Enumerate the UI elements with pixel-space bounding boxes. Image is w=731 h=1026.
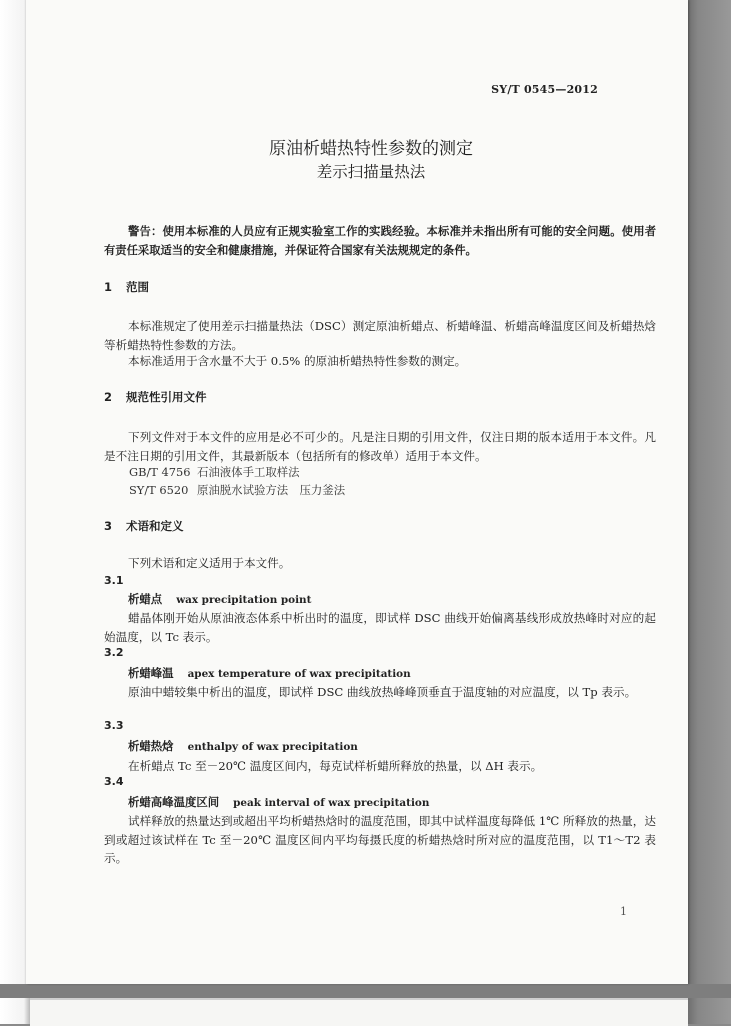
term-definition: 原油中蜡较集中析出的温度，即试样 DSC 曲线放热峰峰顶垂直于温度轴的对应温度，以 Tp 表示。: [128, 685, 637, 699]
section-1-paragraph-2: 本标准适用于含水量不大于 0.5% 的原油析蜡热特性参数的测定。: [128, 354, 467, 368]
term-heading: [128, 665, 411, 681]
term-english: peak interval of wax precipitation: [233, 797, 430, 809]
section-2-paragraph-1: 下列文件对于本文件的应用是必不可少的。凡是注日期的引用文件，仅注日期的版本适用于本文件。凡是不注日期的引用文件，其最新版本（包括所有的修改单）适用于本文件。: [104, 430, 656, 463]
term-number: 3.1: [104, 574, 124, 587]
term-number: 3.4: [104, 775, 124, 788]
reference-code: GB/T 4756: [129, 465, 191, 479]
section-number: 2: [104, 390, 113, 404]
term-heading: [128, 794, 429, 810]
next-page-preview[interactable]: [30, 998, 688, 1026]
document-subtitle: 差示扫描量热法: [316, 163, 426, 181]
term-definition: 试样释放的热量达到或超出平均析蜡热焓时的温度范围，即其中试样温度每降低 1℃ 所释放的热量，达到或超过该试样在 Tc 至－20℃ 温度区间内平均每摄氏度的析蜡热焓时所对应的温度范围，以 T1～T2 表示。: [104, 814, 656, 865]
term-chinese: 析蜡高峰温度区间: [128, 795, 220, 809]
term-english: apex temperature of wax precipitation: [187, 668, 411, 680]
term-chinese: 析蜡峰温: [128, 666, 174, 680]
reference-code: SY/T 6520: [129, 483, 189, 497]
term-definition: 在析蜡点 Tc 至－20℃ 温度区间内，每克试样析蜡所释放的热量，以 ΔH 表示。: [128, 759, 543, 773]
term-english: wax precipitation point: [176, 594, 312, 606]
reference-title: 原油脱水试验方法 压力釜法: [197, 483, 346, 497]
warning-paragraph: 警告：使用本标准的人员应有正规实验室工作的实践经验。本标准并未指出所有可能的安全问题。使用者有责任采取适当的安全和健康措施，并保证符合国家有关法规规定的条件。: [104, 225, 656, 257]
term-heading: [128, 738, 358, 754]
term-heading: [128, 591, 311, 607]
page-number: 1: [620, 905, 627, 918]
section-1-heading: [104, 279, 149, 295]
section-2-heading: [104, 389, 207, 405]
term-number: 3.3: [104, 719, 124, 732]
section-title: 规范性引用文件: [126, 390, 207, 404]
document-page: [26, 0, 688, 984]
term-chinese: 析蜡点: [128, 592, 163, 606]
term-number: 3.2: [104, 646, 124, 659]
reference-title: 石油液体手工取样法: [197, 465, 300, 479]
document-title: 原油析蜡热特性参数的测定: [269, 139, 473, 159]
term-chinese: 析蜡热焓: [128, 739, 174, 753]
section-title: 术语和定义: [126, 519, 184, 533]
reference-item: [129, 482, 345, 498]
section-title: 范围: [126, 280, 149, 294]
term-english: enthalpy of wax precipitation: [187, 741, 358, 753]
page-gap: [0, 984, 731, 998]
section-3-heading: [104, 518, 184, 534]
section-3-paragraph-1: 下列术语和定义适用于本文件。: [128, 556, 291, 570]
term-definition: 蜡晶体刚开始从原油液态体系中析出时的温度，即试样 DSC 曲线开始偏离基线形成放热峰时对应的起始温度，以 Tc 表示。: [104, 611, 656, 644]
section-1-paragraph-1: 本标准规定了使用差示扫描量热法（DSC）测定原油析蜡点、析蜡峰温、析蜡高峰温度区间及析蜡热焓等析蜡热特性参数的方法。: [104, 319, 656, 352]
section-number: 3: [104, 519, 113, 533]
section-number: 1: [104, 280, 113, 294]
reference-item: [129, 464, 300, 480]
standard-number: SY/T 0545—2012: [491, 83, 598, 96]
